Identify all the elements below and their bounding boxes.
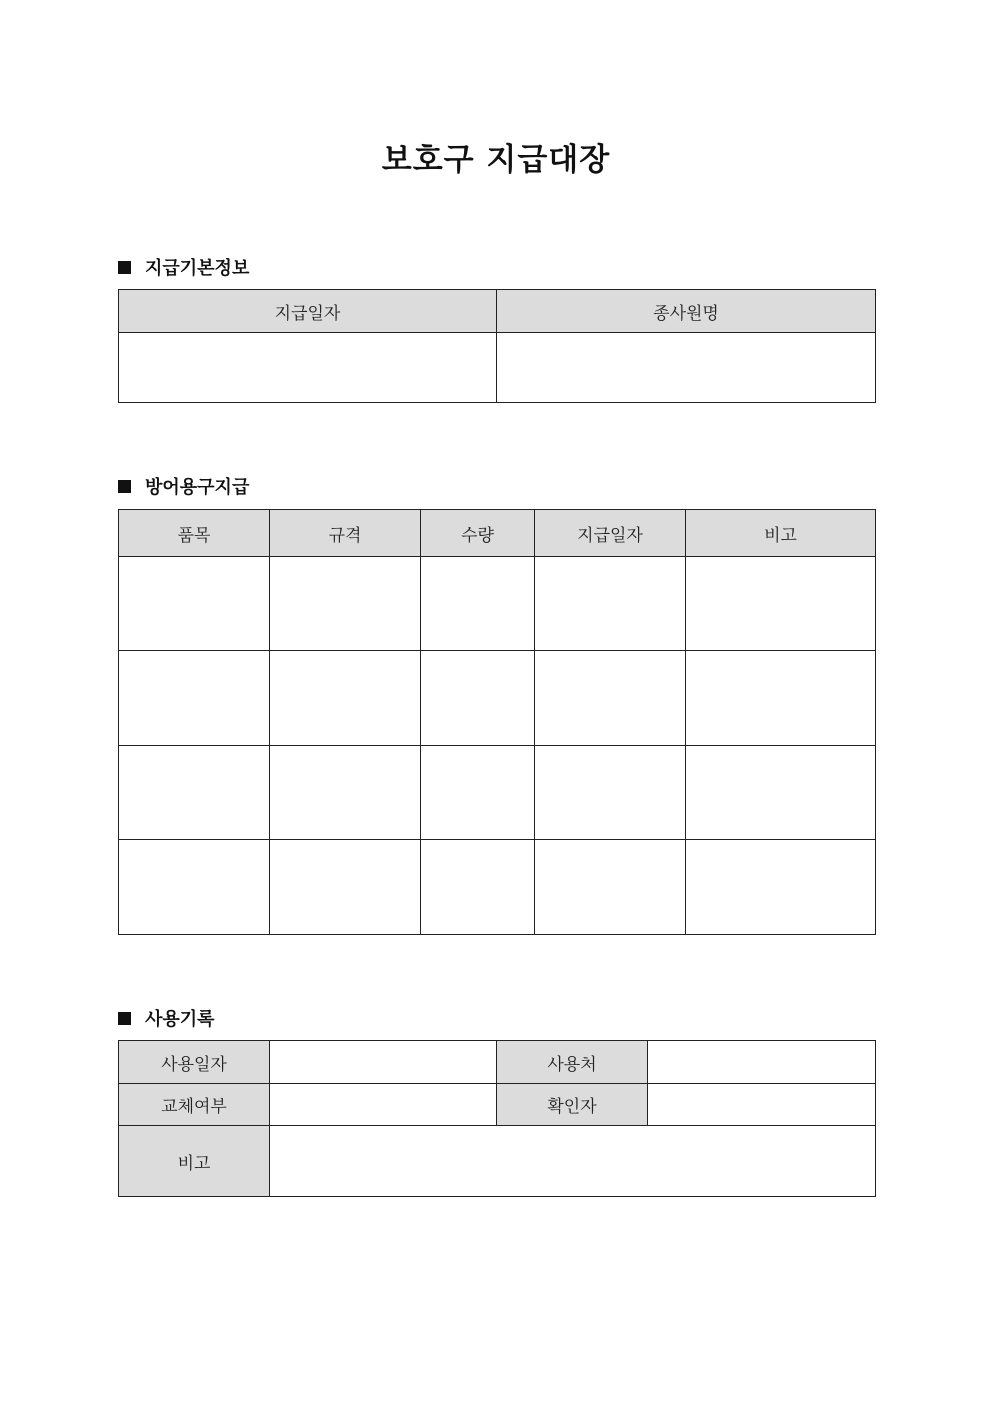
usage-record-table: [118, 1040, 876, 1197]
remarks-cell[interactable]: [686, 840, 876, 935]
issue-date-cell[interactable]: [535, 651, 686, 746]
label-use-place: 사용처: [497, 1041, 648, 1084]
square-bullet-icon: [118, 261, 131, 274]
quantity-cell[interactable]: [421, 557, 535, 651]
header-issue-date: 지급일자: [119, 290, 497, 333]
header-item: 품목: [119, 510, 270, 557]
issue-date-cell[interactable]: [535, 840, 686, 935]
table-row: [119, 651, 876, 746]
use-date-field[interactable]: [270, 1041, 497, 1084]
remarks-field[interactable]: [270, 1126, 876, 1197]
quantity-cell[interactable]: [421, 840, 535, 935]
square-bullet-icon: [118, 1012, 131, 1025]
item-cell[interactable]: [119, 651, 270, 746]
spec-cell[interactable]: [270, 746, 421, 840]
basic-info-table: [118, 289, 876, 403]
label-use-date: 사용일자: [119, 1041, 270, 1084]
label-confirmer: 확인자: [497, 1084, 648, 1126]
section-issue-title: 방어용구지급: [145, 477, 250, 498]
quantity-cell[interactable]: [421, 746, 535, 840]
quantity-cell[interactable]: [421, 651, 535, 746]
spec-cell[interactable]: [270, 557, 421, 651]
label-remarks: 비고: [119, 1126, 270, 1197]
square-bullet-icon: [118, 480, 131, 493]
remarks-cell[interactable]: [686, 557, 876, 651]
label-replaced: 교체여부: [119, 1084, 270, 1126]
item-cell[interactable]: [119, 840, 270, 935]
spec-cell[interactable]: [270, 651, 421, 746]
header-quantity: 수량: [421, 510, 535, 557]
table-row: [119, 840, 876, 935]
employee-name-field[interactable]: [497, 333, 876, 403]
table-row: [119, 746, 876, 840]
item-cell[interactable]: [119, 746, 270, 840]
section-usage-title: 사용기록: [145, 1009, 215, 1030]
section-basic-heading: [118, 254, 249, 280]
spec-cell[interactable]: [270, 840, 421, 935]
replaced-field[interactable]: [270, 1084, 497, 1126]
issue-date-cell[interactable]: [535, 746, 686, 840]
header-spec: 규격: [270, 510, 421, 557]
header-employee-name: 종사원명: [497, 290, 876, 333]
issue-items-table: [118, 509, 876, 935]
issue-date-cell[interactable]: [535, 557, 686, 651]
item-cell[interactable]: [119, 557, 270, 651]
issue-date-field[interactable]: [119, 333, 497, 403]
document-title: 보호구 지급대장: [381, 142, 611, 178]
remarks-cell[interactable]: [686, 651, 876, 746]
section-usage-heading: [118, 1005, 215, 1031]
header-remarks: 비고: [686, 510, 876, 557]
section-basic-title: 지급기본정보: [145, 258, 250, 279]
section-issue-heading: [118, 473, 249, 499]
table-row: [119, 557, 876, 651]
remarks-cell[interactable]: [686, 746, 876, 840]
header-issue-date: 지급일자: [535, 510, 686, 557]
use-place-field[interactable]: [648, 1041, 876, 1084]
confirmer-field[interactable]: [648, 1084, 876, 1126]
